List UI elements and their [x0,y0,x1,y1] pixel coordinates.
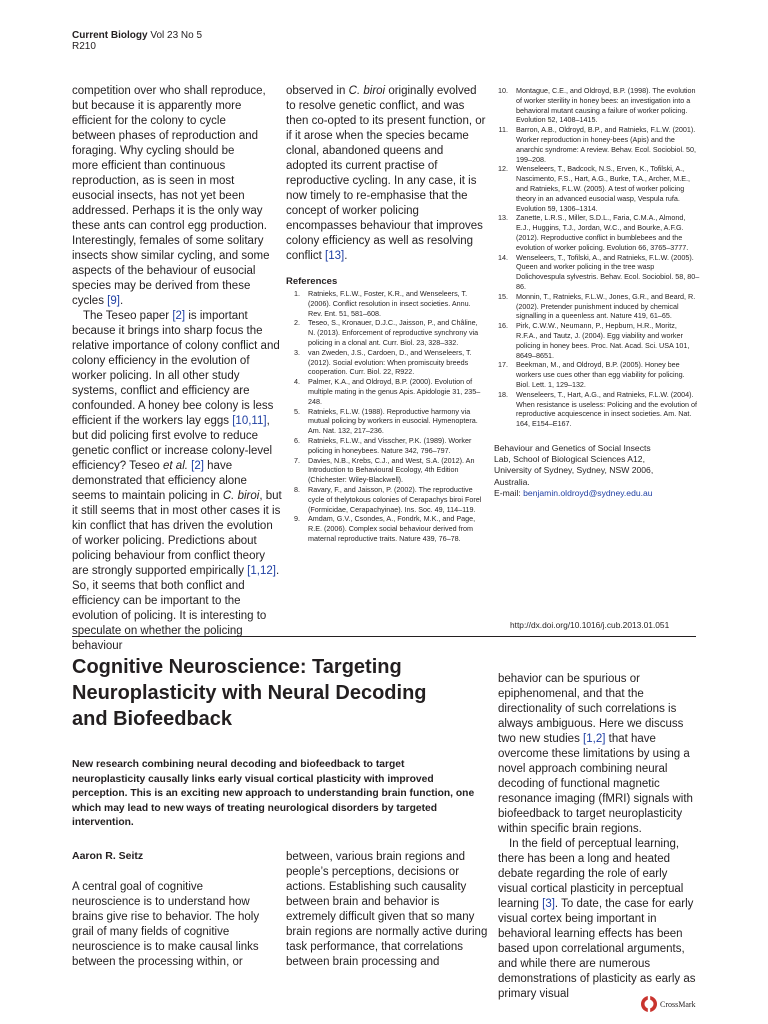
reference-item [494,292,700,321]
ref-number: 13. [498,213,508,223]
ref-number: 8. [294,484,300,494]
affiliation-line: Lab, School of Biological Sciences A12, [494,454,645,465]
text: In the field of perceptual learning, there has been a long and heated debate regarding the role of early visual cortical plasticity in perceptual learning [498,838,684,910]
running-header [72,30,202,52]
ref-text: Ratnieks, F.L.W., Foster, K.R., and Wenseleers, T. (2006). Conflict resolution in insect societies. Annu. Rev. Ent. 51, 581–608. [308,289,471,318]
reference-list [494,86,700,429]
ref-number: 7. [294,455,300,465]
line: aspects of the behaviour of eusocial [72,265,256,277]
reference-item [494,164,700,213]
ref-text: Wenseleers, T., Tofilski, A., and Ratnieks, F.L.W. (2005). Queen and worker policing in the tree wasp Dolichovespula sylvestris. Behav. Ecol. Sociobiol. 58, 80–86. [516,252,700,291]
line: brain regions are normally active during [286,926,488,938]
text-italic: et al. [163,460,188,472]
citation-link[interactable]: [9] [107,295,120,307]
article-title [72,654,482,732]
affiliation-line: Behaviour and Genetics of Social Insects [494,442,651,453]
line: between brain and behavior is [286,896,440,908]
article-divider [72,636,696,637]
journal-volume: Vol 23 No 5 [150,30,203,41]
journal-name: Current Biology [72,30,148,41]
citation-link[interactable]: [13] [325,250,345,262]
ref-number: 5. [294,406,300,416]
reference-item [494,360,700,389]
line: more efficient than continuous [72,160,226,172]
crossmark-logo[interactable] [640,994,700,1014]
line: extremely difficult given that so many [286,911,475,923]
reference-list [286,289,486,544]
prev-article-col-3 [494,86,700,499]
email-link[interactable]: benjamin.oldroyd@sydney.edu.au [523,487,653,498]
ref-number: 11. [498,125,508,135]
text: cycles [72,295,104,307]
line: efficient for the colony to cycle [72,115,226,127]
paragraph-conclusion [286,84,486,264]
author-affiliation [494,443,700,499]
references-heading: References [286,276,338,287]
text: , but it still seems that in most other cases it is kin conflict that has driven the evolution of worker policing. Predictions about policing behaviour from conflict theory are strongly supported empirically [72,490,282,577]
ref-number: 3. [294,347,300,357]
line: between phases of reproduction and [72,130,259,142]
ref-number: 10. [498,86,508,95]
article-col-2 [286,850,492,970]
ref-number: 1. [294,289,300,298]
ref-number: 9. [294,514,300,524]
line: task performance, that correlations [286,941,464,953]
line: competition over who shall reproduce, [72,85,266,97]
doi-link[interactable]: http://dx.doi.org/10.1016/j.cub.2013.01.051 [510,620,670,630]
line: addressed. Perhaps it is the only way [72,205,263,217]
ref-text: Davies, N.B., Krebs, C.J., and West, S.A. (2012). An Introduction to Behavioural Ecology, 4th Edition (Chichester: Wiley-Blackwell). [308,455,475,485]
paragraph-teseo [72,309,282,654]
line: neuroscience is to make causal links [72,941,259,953]
ref-text: Wenseleers, T., Badcock, N.S., Erven, K., Tofilski, A., Nascimento, F.S., Hart, A.G., Burke, T.A., Archer, M.E., and Ratnieks, F.L.W. (2005). A test of worker policing theory in an advanced eusocial wasp, Vespula rufa. Evolution 59, 1306–1314. [516,164,691,213]
reference-item [494,253,700,292]
ref-number: 18. [498,389,508,399]
ref-text: Ratnieks, F.L.W., and Visscher, P.K. (1989). Worker policing in honeybees. Nature 342, 796–797. [308,435,472,455]
reference-item [286,318,486,347]
article-abstract: New research combining neural decoding and biofeedback to target neuroplasticity causally links early visual cortical plasticity with improved perception. This is an exciting new approach to understanding brain function, one which may lead to new ways of treating neurological disorders by targeted intervention. [72,759,475,828]
citation-link[interactable]: [10,11] [232,415,267,427]
reference-item [494,390,700,429]
text: originally evolved to resolve genetic conflict, and was then co-opted to its present function, or if it arose when the species became clonal, abandoned queens and adopted its current practise of reproductive cycling. In any case, it is now timely to re-emphasise that the concept of worker policing encompasses behaviour that improves colony efficiency as well as resolving conflict [286,85,486,262]
ref-text: Monnin, T., Ratnieks, F.L.W., Jones, G.R., and Beard, R. (2002). Pretender punishment induced by chemical signalling in a queenless ant. Nature 419, 61–65. [516,291,696,321]
line: between brain processing and [286,956,440,968]
ref-text: Amdam, G.V., Csondes, A., Fondrk, M.K., and Page, R.E. (2006). Complex social behaviour derived from maternal reproductive traits. Nature 439, 76–78. [308,514,476,543]
line: neuroscience is to understand how [72,896,250,908]
line: but because it is apparently more [72,100,242,112]
ref-number: 14. [498,252,508,262]
reference-item [286,348,486,377]
title-line: Cognitive Neuroscience: Targeting [72,656,402,678]
reference-item [494,321,700,360]
reference-item [286,514,486,543]
line: these ants can control egg production. [72,220,267,232]
text: is important because it brings into sharp focus the relative importance of colony conflict and colony efficiency in the evolution of worker policing. In all other study systems, conflict and efficiency are confounded. A honey bee colony is less efficient if the workers lay eggs [72,310,280,427]
text: observed in [286,85,346,97]
text: that have overcome these limitations by using a novel approach combining neural decoding of functional magnetic resonance imaging (fMRI) signals with biofeedback to target neuroplasticity within specific brain regions. [498,733,693,835]
ref-text: Palmer, K.A., and Oldroyd, B.P. (2000). Evolution of multiple mating in the genus Apis. Apidologie 31, 235–248. [308,377,481,406]
ref-text: van Zweden, J.S., Cardoen, D., and Wenseleers, T. (2012). Social evolution: When promiscuity breeds cooperation. Curr. Biol. 22, R922. [308,347,472,377]
page-number: R210 [72,41,96,52]
reference-item [286,289,486,318]
ref-text: Montague, C.E., and Oldroyd, B.P. (1998). The evolution of worker sterility in honey bees: an investigation into a behavioral mutant causing a failure of worker policing. Evolution 52, 1408–1415. [516,86,696,125]
paragraph-perceptual-learning [498,837,696,1002]
reference-item [494,213,700,252]
citation-link[interactable]: [2] [191,460,204,472]
line: reproduction, as is seen in most [72,175,235,187]
ref-text: Teseo, S., Kronauer, D.J.C., Jaisson, P., and Châline, N. (2013). Enforcement of reproductive synchrony via policing in a clonal ant. Curr. Biol. 23, 328–332. [308,318,479,347]
prev-article-col-1 [72,84,282,654]
text: The Teseo paper [83,310,170,322]
ref-text: Barron, A.B., Oldroyd, B.P., and Ratnieks, F.L.W. (2001). Worker reproduction in honey-bees (Apis) and the anarchic syndrome: A review. Behav. Ecol. Sociobiol. 50, 199–208. [516,125,697,164]
ref-number: 4. [294,377,300,387]
ref-text: Ravary, F., and Jaisson, P. (2002). The reproductive cycle of thelytokous colonies of Cerapachys biroi Forel (Formicidae, Cerapachyinae). Ins. Soc. 49, 114–119. [308,484,482,514]
reference-item [286,485,486,514]
ref-number: 17. [498,360,508,370]
prev-article-col-2 [286,84,486,544]
text: have demonstrated that efficiency alone seems to maintain policing in [72,460,247,502]
line: insects show similar cycling, and some [72,250,270,262]
article-col-1 [72,880,272,970]
email-line [494,488,700,499]
ref-number: 6. [294,435,300,445]
ref-number: 16. [498,321,508,331]
line: eusocial insects, has not yet been [72,190,245,202]
reference-item [286,407,486,436]
article-col-3 [498,672,696,1002]
ref-number: 2. [294,318,300,328]
line: A central goal of cognitive [72,881,204,893]
ref-text: Zanette, L.R.S., Miller, S.D.L., Faria, C.M.A., Almond, E.J., Huggins, T.J., Jordan, W.C., and Bourke, A.F.G. (2012). Reproductive conflict in bumblebees and the evolution of worker policing. Evolution 66, 3765–3777. [516,213,689,252]
line: between, various brain regions and [286,851,466,863]
line: species may be derived from these [72,280,251,292]
crossmark-label: CrossMark [660,1000,696,1009]
line: Interestingly, females of some solitary [72,235,264,247]
ref-text: Wenseleers, T., Hart, A.G., and Ratnieks, F.L.W. (2004). When resistance is useless: Policing and the evolution of reproductive acquiescence in insect societies. Am. Nat. 164, E154–E167. [516,389,697,429]
line: between the processing within, or [72,956,243,968]
species-name: C. biroi [348,85,386,97]
text: behavior can be spurious or epiphenomenal, and that the directionality of such correlations is always ambiguous. Here we discuss two new studies [498,673,684,745]
crossmark-icon [640,994,700,1014]
citation-link[interactable]: [1,12] [247,565,276,577]
reference-item [286,377,486,406]
text: . So, it seems that both conflict and efficiency can be important to the evolution of policing. It is interesting to speculate on whether the policing behaviour [72,565,280,652]
title-line: and Biofeedback [72,708,233,730]
ref-text: Ratnieks, F.L.W. (1988). Reproductive harmony via mutual policing by workers in eusocial. Hymenoptera. Am. Nat. 132, 217–236. [308,406,478,436]
affiliation-line: Australia. [494,476,530,487]
line: foraging. Why cycling should be [72,145,235,157]
text: . To date, the case for early visual cortex being important in behavioral learning effects has been based upon correlational arguments, and while there are numerous demonstrations of plasticity as early as primary visual [498,898,696,1000]
paragraph-intro [498,672,696,837]
reference-item [494,86,700,125]
email-label: E-mail: [494,487,521,498]
text: , but did policing first evolve to reduce genetic conflict or increase colony-level efficiency? Teseo [72,415,273,472]
line: actions. Establishing such causality [286,881,467,893]
reference-item [494,125,700,164]
ref-text: Beekman, M., and Oldroyd, B.P. (2005). Honey bee workers use cues other than egg viability for policing. Biol. Lett. 1, 129–132. [516,360,685,389]
reference-item [286,436,486,456]
ref-text: Pirk, C.W.W., Neumann, P., Hepburn, H.R., Moritz, R.F.A., and Tautz, J. (2004). Egg viability and worker policing in honey bees. Proc. Nat. Acad. Sci. USA 101, 8649–8651. [516,321,690,360]
title-line: Neuroplasticity with Neural Decoding [72,682,427,704]
text: . [344,250,348,262]
line: people’s perceptions, decisions or [286,866,460,878]
reference-item [286,456,486,485]
ref-number: 15. [498,291,508,301]
citation-link[interactable]: [3] [542,898,555,910]
article-author: Aaron R. Seitz [72,850,144,862]
line: brains give rise to behavior. The holy [72,911,260,923]
citation-link[interactable]: [1,2] [583,733,606,745]
paragraph-cycling: competition over who shall reproduce, but because it is apparently more efficient for the colony to cycle between phases of reproduction and foraging. Why cycling should be more efficient than continuous reproduction, as is seen in most eusocial insects, has not yet been addressed. Perhaps it is the only way these ants can control egg production. Interestingly, females of some solitary insects show similar cycling, and some aspects of the behaviour of eusocial species may be derived from these cycles [9]. [72,85,270,307]
line: grail of many fields of cognitive [72,926,230,938]
species-name: C. biroi [222,490,260,502]
affiliation-line: University of Sydney, Sydney, NSW 2006, [494,465,654,476]
citation-link[interactable]: [2] [172,310,186,322]
ref-number: 12. [498,164,508,174]
